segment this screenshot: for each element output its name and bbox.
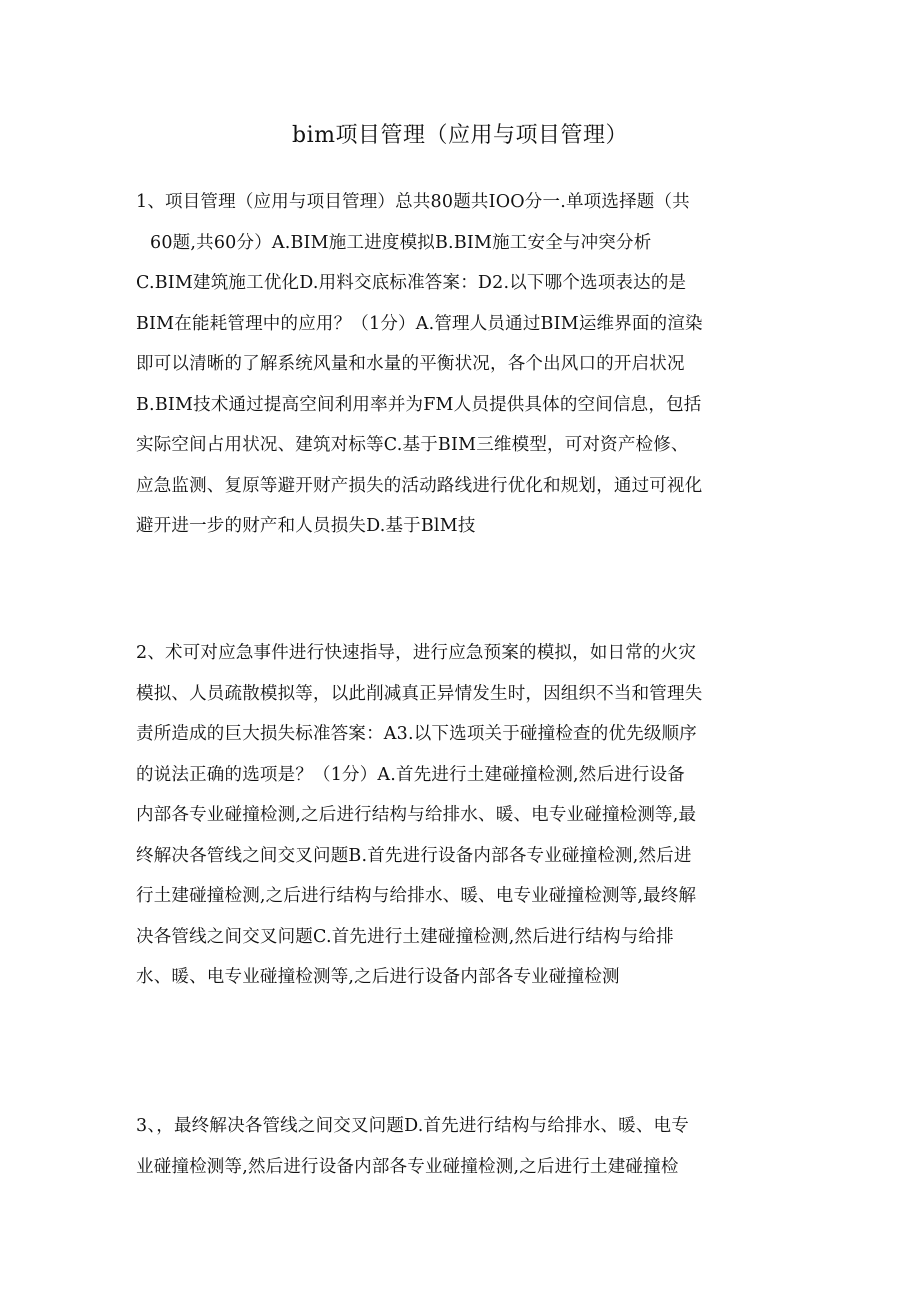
paragraph-1 bbox=[136, 182, 786, 547]
paragraph-line: 实际空间占用状况、建筑对标等C.基于BIM三维模型，可对资产检修、 bbox=[136, 435, 689, 455]
paragraph-line: 1、项目管理（应用与项目管理）总共80题共IOO分一.单项选择题（共 bbox=[136, 192, 690, 212]
paragraph-line: 内部各专业碰撞检测,之后进行结构与给排水、暖、电专业碰撞检测等,最 bbox=[136, 805, 697, 825]
paragraph-2 bbox=[136, 633, 786, 998]
paragraph-line: 水、暖、电专业碰撞检测等,之后进行设备内部各专业碰撞检测 bbox=[136, 967, 620, 987]
paragraph-line: BIM在能耗管理中的应用？（1分）A.管理人员通过BIM运维界面的渲染 bbox=[136, 313, 703, 334]
paragraph-line: 模拟、人员疏散模拟等，以此削减真正异情发生时，因组织不当和管理失 bbox=[136, 683, 703, 704]
paragraph-line: 应急监测、复原等避开财产损失的活动路线进行优化和规划，通过可视化 bbox=[136, 475, 703, 496]
paragraph-3 bbox=[136, 1106, 786, 1187]
paragraph-line: B.BIM技术通过提高空间利用率并为FM人员提供具体的空间信息，包括 bbox=[136, 394, 702, 415]
paragraph-line: C.BIM建筑施工优化D.用料交底标准答案：D2.以下哪个选项表达的是 bbox=[136, 273, 687, 293]
paragraph-line: 决各管线之间交叉问题C.首先进行土建碰撞检测,然后进行结构与给排 bbox=[136, 926, 674, 947]
paragraph-line: 行土建碰撞检测,之后进行结构与给排水、暖、电专业碰撞检测等,最终解 bbox=[136, 886, 697, 906]
paragraph-line: 业碰撞检测等,然后进行设备内部各专业碰撞检测,之后进行土建碰撞检 bbox=[136, 1156, 679, 1177]
paragraph-line: 2、术可对应急事件进行快速指导，进行应急预案的模拟，如日常的火灾 bbox=[136, 643, 697, 663]
paragraph-line: 避开进一步的财产和人员损失D.基于BlM技 bbox=[136, 516, 476, 536]
paragraph-line: 60题,共60分）A.BIM施工进度模拟B.BIM施工安全与冲突分析 bbox=[150, 232, 652, 253]
paragraph-line: 责所造成的巨大损失标准答案：A3.以下选项关于碰撞检查的优先级顺序 bbox=[136, 724, 697, 744]
paragraph-line: 3、，最终解决各管线之间交叉问题D.首先进行结构与给排水、暖、电专 bbox=[136, 1116, 689, 1136]
paragraph-line: 即可以清晰的了解系统风量和水量的平衡状况，各个出风口的开启状况 bbox=[136, 354, 685, 374]
paragraph-line: 的说法正确的选项是？（1分）A.首先进行土建碰撞检测,然后进行设备 bbox=[136, 764, 685, 785]
document-title: bim项目管理（应用与项目管理） bbox=[292, 123, 628, 148]
paragraph-line: 终解决各管线之间交叉问题B.首先进行设备内部各专业碰撞检测,然后进 bbox=[136, 845, 692, 866]
